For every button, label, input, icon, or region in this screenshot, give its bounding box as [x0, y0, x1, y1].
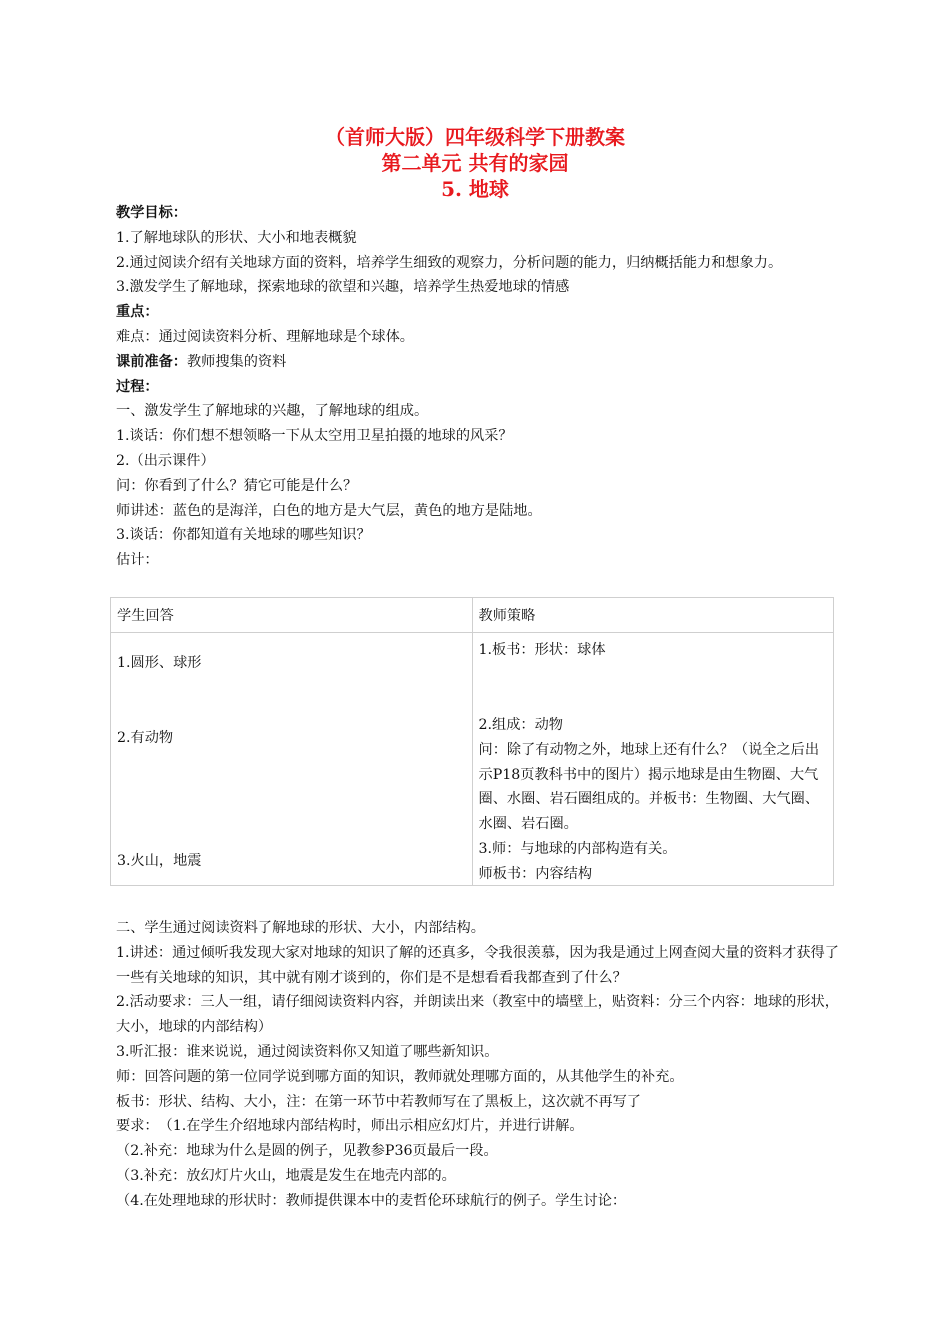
- strategy-2-title: 2.组成：动物: [478, 717, 563, 733]
- paragraph: 3.谈话：你都知道有关地球的哪些知识？: [116, 527, 371, 544]
- teacher-strategies-cell: [472, 633, 834, 886]
- strategy-3: [479, 837, 828, 887]
- header-teacher-strategy: [472, 598, 834, 633]
- paragraph: 要求： （1.在学生介绍地球内部结构时，师出示相应幻灯片，并进行讲解。: [116, 1118, 584, 1135]
- goal-3: 3.激发学生了解地球，探索地球的欲望和兴趣，培养学生热爱地球的情感: [116, 279, 570, 296]
- preparation-text: 教师搜集的资料: [186, 353, 287, 370]
- strategy-2: [479, 713, 828, 837]
- paragraph: 问：你看到了什么？猜它可能是什么？: [116, 477, 358, 494]
- answer-3: 3.火山，地震: [117, 853, 202, 869]
- section-two: [116, 916, 840, 1214]
- paragraph: 一、激发学生了解地球的兴趣，了解地球的组成。: [116, 403, 429, 420]
- table-row: [111, 633, 834, 886]
- section-one: [116, 201, 840, 573]
- lesson-title: 5. 地球: [441, 177, 509, 201]
- strategy-2-detail: 问：除了有动物之外，地球上还有什么？（说全之后出示P18页教科书中的图片）揭示地球是由生物圈、大气圈、水圈、岩石圈组成的。并板书：生物圈、大气圈、水圈、岩石圈。: [478, 741, 820, 833]
- paragraph: （2.补充：地球为什么是圆的例子，见教参P36页最后一段。: [116, 1143, 498, 1160]
- preparation-label: 课前准备：: [116, 353, 187, 370]
- preparation: [116, 350, 840, 375]
- strategy-3-detail: 师板书：内容结构: [478, 865, 593, 882]
- header-left-text: 学生回答: [117, 608, 174, 624]
- strategy-3-title: 3.师：与地球的内部构造有关。: [478, 841, 677, 857]
- paragraph: 师讲述：蓝色的是海洋，白色的地方是大气层，黄色的地方是陆地。: [116, 502, 542, 519]
- answer-1: 1.圆形、球形: [117, 655, 202, 671]
- strategy-table: [110, 597, 834, 886]
- goal-2: 2.通过阅读介绍有关地球方面的资料，培养学生细致的观察力，分析问题的能力，归纳概括能力和想象力。: [116, 254, 783, 271]
- document-title: （首师大版）四年级科学下册教案: [325, 125, 625, 149]
- paragraph: 2.活动要求：三人一组，请仔细阅读资料内容，并朗读出来（教室中的墙壁上，贴资料：分三个内容：地球的形状，大小，地球的内部结构）: [116, 994, 839, 1036]
- paragraph: 板书：形状、结构、大小，注：在第一环节中若教师写在了黑板上，这次就不再写了: [116, 1093, 641, 1110]
- title-block: [0, 124, 950, 202]
- paragraph: （3.补充：放幻灯片火山，地震是发生在地壳内部的。: [116, 1167, 456, 1184]
- answer-2: 2.有动物: [117, 730, 174, 746]
- paragraph: 1.讲述：通过倾听我发现大家对地球的知识了解的还真多，令我很羡慕，因为我是通过上网查阅大量的资料才获得了一些有关地球的知识，其中就有刚才谈到的，你们是不是想看看我都查到了什么？: [116, 944, 839, 986]
- key-points-heading: 重点：: [116, 304, 159, 321]
- paragraph: 估计：: [116, 552, 159, 569]
- header-student-answer: [111, 598, 473, 633]
- header-right-text: 教师策略: [478, 608, 536, 624]
- student-answers-cell: [111, 633, 473, 886]
- paragraph: 3.听汇报：谁来说说，通过阅读资料你又知道了哪些新知识。: [116, 1043, 499, 1060]
- goals-heading: 教学目标：: [116, 205, 187, 221]
- goal-1: 1.了解地球队的形状、大小和地表概貌: [116, 229, 357, 246]
- strategy-1: 1.板书：形状：球体: [478, 642, 606, 658]
- unit-title: 第二单元 共有的家园: [381, 151, 569, 175]
- paragraph: 二、学生通过阅读资料了解地球的形状、大小，内部结构。: [116, 920, 485, 936]
- paragraph: 2.（出示课件）: [116, 452, 215, 469]
- table-header-row: [111, 598, 834, 633]
- process-heading: 过程：: [116, 378, 159, 395]
- paragraph: 1.谈话：你们想不想领略一下从太空用卫星拍摄的地球的风采？: [116, 428, 513, 445]
- paragraph: 师：回答问题的第一位同学说到哪方面的知识，教师就处理哪方面的，从其他学生的补充。: [116, 1068, 684, 1085]
- difficulty: 难点：通过阅读资料分析、理解地球是个球体。: [116, 328, 414, 345]
- paragraph: （4.在处理地球的形状时：教师提供课本中的麦哲伦环球航行的例子。学生讨论：: [116, 1192, 627, 1209]
